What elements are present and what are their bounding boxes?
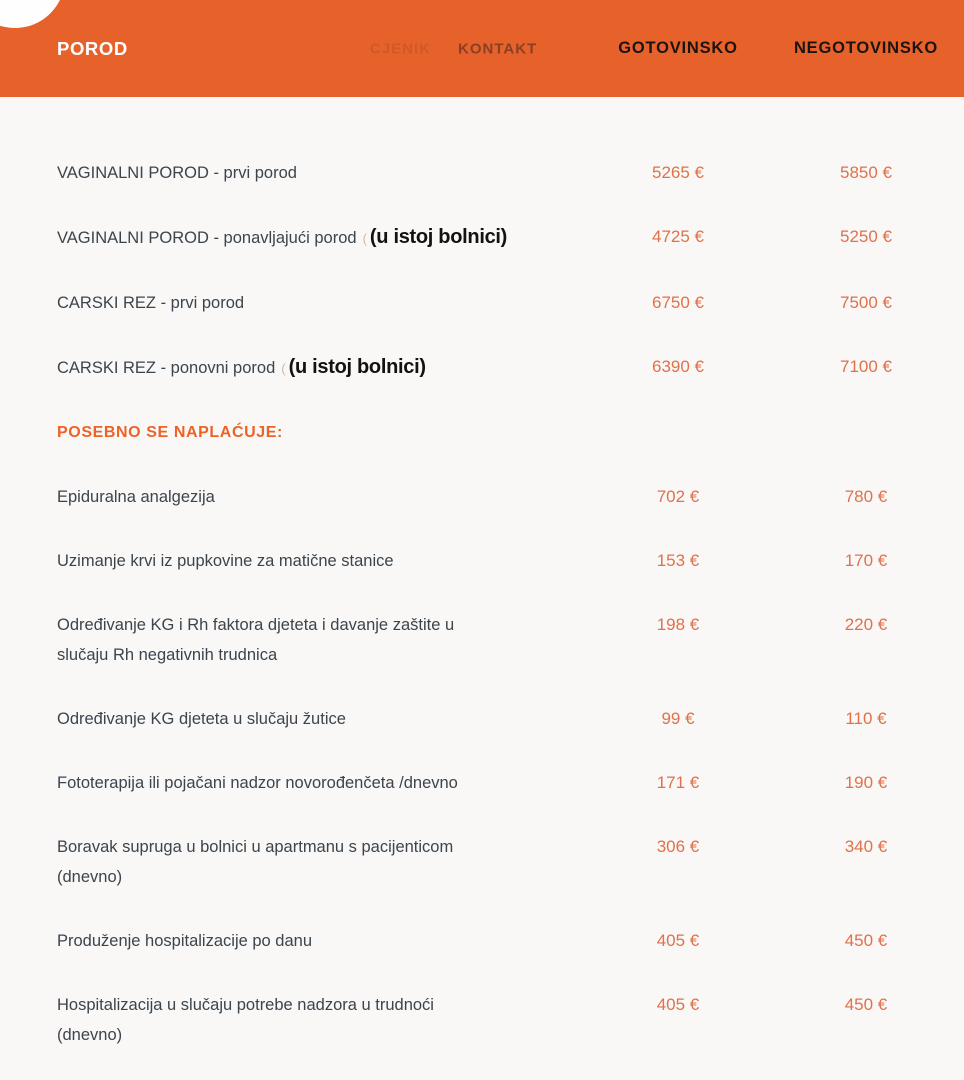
service-label: Produženje hospitalizacije po danu — [57, 932, 313, 950]
cash-price: 198 € — [656, 615, 700, 634]
ghost-paren: ( — [281, 361, 286, 376]
section-heading: POSEBNO SE NAPLAĆUJE: — [57, 424, 283, 441]
cash-price: 405 € — [656, 995, 700, 1014]
ghost-paren: ( — [362, 231, 367, 246]
nav-item-cjenik[interactable]: CJENIK — [370, 40, 432, 57]
noncash-price: 780 € — [844, 487, 888, 506]
cash-price: 99 € — [661, 709, 695, 728]
service-label: CARSKI REZ - ponovni porod ( (u istoj bolnici) — [57, 356, 426, 378]
table-row — [0, 352, 964, 384]
section-heading-row — [0, 418, 964, 448]
cash-price: 4725 € — [652, 227, 704, 246]
noncash-price: 7500 € — [840, 293, 892, 312]
cash-price: 702 € — [656, 487, 700, 506]
table-row — [0, 768, 964, 798]
column-header-noncash: NEGOTOVINSKO — [793, 39, 939, 57]
service-label: Određivanje KG djeteta u slučaju žutice — [57, 710, 346, 728]
nav-item-kontakt[interactable]: KONTAKT — [458, 40, 538, 57]
table-row — [0, 610, 964, 670]
noncash-price: 190 € — [844, 773, 888, 792]
table-row — [0, 288, 964, 318]
cash-price: 5265 € — [652, 163, 704, 182]
service-label: VAGINALNI POROD - prvi porod — [57, 164, 297, 182]
noncash-price: 450 € — [844, 995, 888, 1014]
annotation-overlay: (u istoj bolnici) — [288, 356, 426, 378]
page-title: POROD — [57, 37, 128, 59]
cash-price: 6390 € — [652, 357, 704, 376]
noncash-price: 7100 € — [840, 357, 892, 376]
table-row — [0, 926, 964, 956]
service-label: Uzimanje krvi iz pupkovine za matične stanice — [57, 552, 394, 570]
service-label: VAGINALNI POROD - ponavljajući porod ( (u istoj bolnici) — [57, 226, 508, 248]
table-row — [0, 158, 964, 188]
cash-price: 405 € — [656, 931, 700, 950]
noncash-price: 5850 € — [840, 163, 892, 182]
table-row — [0, 222, 964, 254]
table-row — [0, 990, 964, 1050]
service-label: Boravak supruga u bolnici u apartmanu s pacijenticom (dnevno) — [57, 838, 454, 886]
cash-price: 6750 € — [652, 293, 704, 312]
cash-price: 153 € — [656, 551, 700, 570]
table-row — [0, 832, 964, 892]
noncash-price: 340 € — [844, 837, 888, 856]
noncash-price: 110 € — [845, 709, 887, 728]
price-table — [0, 97, 964, 1050]
noncash-price: 5250 € — [840, 227, 892, 246]
service-label: Epiduralna analgezija — [57, 488, 215, 506]
noncash-price: 450 € — [844, 931, 888, 950]
service-label: Hospitalizacija u slučaju potrebe nadzora u trudnoći (dnevno) — [57, 996, 434, 1044]
cash-price: 306 € — [656, 837, 700, 856]
annotation-overlay: (u istoj bolnici) — [369, 226, 508, 248]
service-label: Fototerapija ili pojačani nadzor novorođenčeta /dnevno — [57, 774, 458, 792]
table-row — [0, 704, 964, 734]
service-label: Određivanje KG i Rh faktora djeteta i davanje zaštite u slučaju Rh negativnih trudnica — [57, 616, 455, 664]
cash-price: 171 € — [656, 773, 700, 792]
column-header-cash: GOTOVINSKO — [618, 39, 738, 57]
top-bar — [0, 0, 964, 97]
noncash-price: 220 € — [844, 615, 888, 634]
table-row — [0, 482, 964, 512]
service-label: CARSKI REZ - prvi porod — [57, 294, 245, 312]
noncash-price: 170 € — [844, 551, 888, 570]
table-row — [0, 546, 964, 576]
